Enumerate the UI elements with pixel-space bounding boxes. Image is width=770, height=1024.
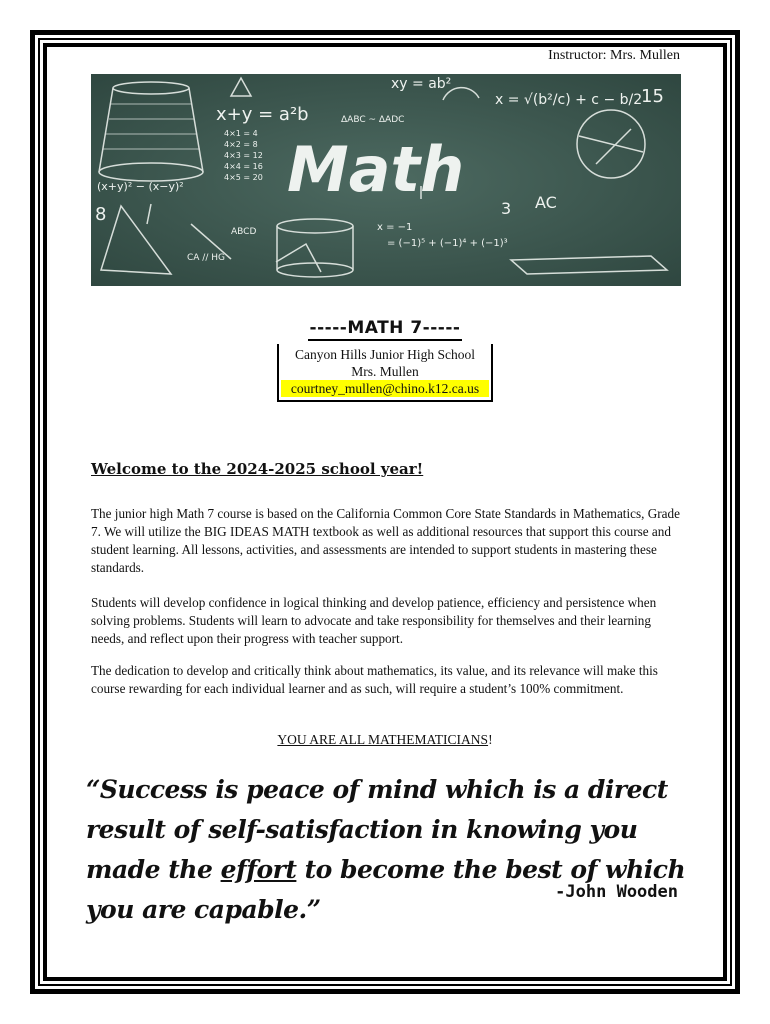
quote-emphasis: effort <box>220 855 297 884</box>
chalk-equation: x+y = a²b <box>216 104 309 125</box>
mathematicians-statement <box>0 732 770 748</box>
chalk-equation: ABCD <box>231 227 257 237</box>
chalk-equation: 4×3 = 12 <box>224 151 263 160</box>
mathematicians-text: YOU ARE ALL MATHEMATICIANS <box>277 732 489 747</box>
quote-text-start: “Success is peace of mind which is a direct result of self-satisfaction in knowing you made the <box>86 775 668 884</box>
mathematicians-punctuation: ! <box>488 732 493 747</box>
student-goals-paragraph: Students will develop confidence in logical thinking and develop patience, efficiency and persistence when solving problems. Students will learn to advocate and take responsibility for themselves and their learning needs, and reflect upon their progress with teacher support. <box>91 595 657 646</box>
inspirational-quote <box>86 770 686 930</box>
chalk-equation: AC <box>535 193 557 212</box>
instructor-label: Instructor: Mrs. Mullen <box>548 48 680 63</box>
quote-author: -John Wooden <box>555 882 678 902</box>
chalk-equation: x = √(b²/c) + c − b/2 <box>495 92 643 108</box>
chalk-equation: 4×4 = 16 <box>224 162 263 171</box>
welcome-heading: Welcome to the 2024-2025 school year! <box>91 460 424 478</box>
chalk-equation: 4×2 = 8 <box>224 140 258 149</box>
school-info-box <box>277 344 493 402</box>
chalk-equation: = (−1)⁵ + (−1)⁴ + (−1)³ <box>387 238 508 249</box>
chalk-equation: 8 <box>95 204 107 225</box>
teacher-name: Mrs. Mullen <box>351 364 419 379</box>
chalk-equation: ΔABC ~ ΔADC <box>341 115 405 125</box>
chalkboard-image <box>91 74 681 286</box>
course-title-block <box>0 318 770 341</box>
chalk-equation: 4×1 = 4 <box>224 129 258 138</box>
chalk-equation: CA // HG <box>187 253 225 263</box>
school-name: Canyon Hills Junior High School <box>294 347 475 362</box>
chalk-equation: 3 <box>501 199 512 218</box>
chalk-equation: x = −1 <box>377 222 413 233</box>
chalk-equation: 15 <box>641 86 664 107</box>
quote-text-end: to become the best of which you are capable.” <box>86 855 686 924</box>
chalk-equation: 4×5 = 20 <box>224 173 263 182</box>
banner-math-word: Math <box>287 133 465 206</box>
email-link[interactable]: courtney_mullen@chino.k12.ca.us <box>281 380 489 397</box>
course-description-paragraph: The junior high Math 7 course is based on the California Common Core State Standards in Mathematics, Grade 7. We will utilize the BIG IDEAS MATH textbook as well as additional resources that support this course and student learning. All lessons, activities, and assessments are intended to support students in mastering these standards. <box>91 506 680 575</box>
commitment-paragraph: The dedication to develop and critically think about mathematics, its value, and its relevance will make this course rewarding for each individual learner and as such, will require a student’s 100% commitment. <box>91 663 658 696</box>
course-title: -----MATH 7----- <box>308 318 463 341</box>
chalk-equation: (x+y)² − (x−y)² <box>97 180 184 193</box>
chalk-equation: xy = ab² <box>391 76 452 92</box>
math-chalkboard-banner <box>91 74 681 286</box>
